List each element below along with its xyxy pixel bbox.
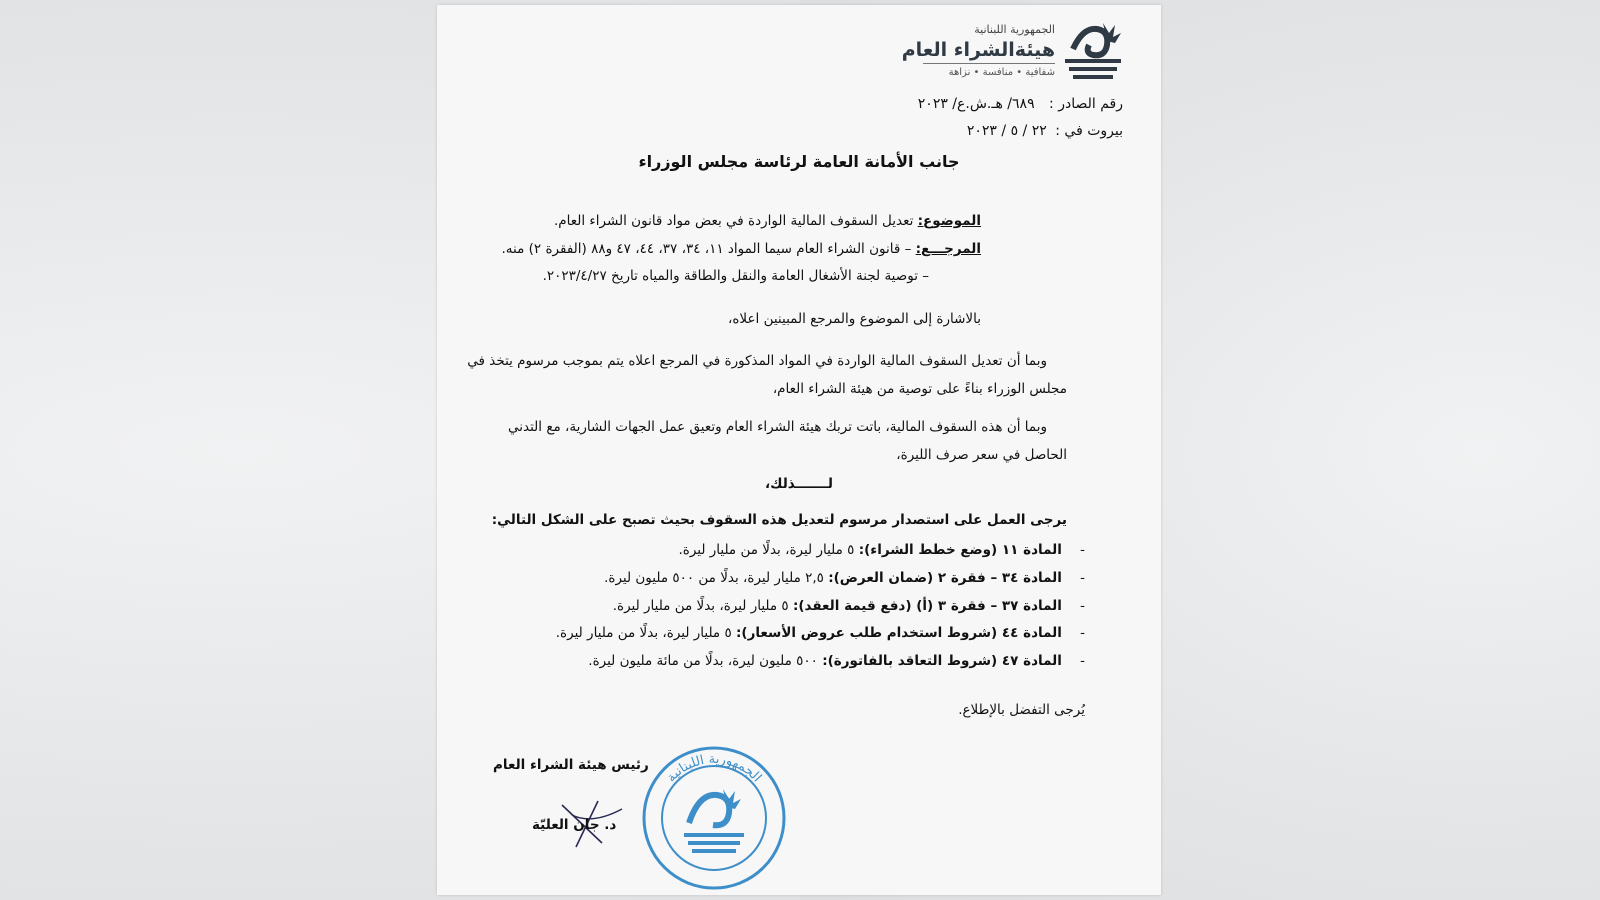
reference-item-2: – توصية لجنة الأشغال العامة والنقل والطاقة والمياه تاريخ ٢٠٢٣/٤/٢٧. bbox=[542, 268, 929, 284]
reference-number-value: ٦٨٩/ هـ.ش.ع/ ٢٠٢٣ bbox=[917, 96, 1035, 112]
signatory-name: د. جان العليّة bbox=[532, 817, 617, 833]
closing-line: يُرجى التفضل بالإطلاع. bbox=[958, 702, 1085, 718]
article-bullet: - bbox=[1080, 598, 1085, 614]
subject-text: تعديل السقوف المالية الواردة في بعض مواد قانون الشراء العام. bbox=[554, 213, 914, 229]
article-text: ٥ مليار ليرة، بدلًا من مليار ليرة. bbox=[612, 598, 789, 614]
request-paragraph: يرجى العمل على استصدار مرسوم لتعديل هذه السقوف بحيث تصبح على الشكل التالي: bbox=[491, 512, 1067, 528]
signatory-role: رئيس هيئة الشراء العام bbox=[493, 757, 649, 773]
letterhead-authority-name: هيئةالشراء العام bbox=[901, 39, 1055, 61]
article-item bbox=[613, 598, 1085, 614]
article-item bbox=[556, 625, 1085, 641]
letterhead-divider bbox=[923, 63, 1055, 64]
letterhead-country: الجمهورية اللبنانية bbox=[974, 23, 1055, 36]
article-bullet: - bbox=[1080, 542, 1085, 558]
letterhead-tagline: شفافية • منافسة • نزاهة bbox=[948, 67, 1055, 78]
article-item bbox=[678, 542, 1085, 558]
article-item bbox=[588, 653, 1085, 669]
paragraph-1-line-1: وبما أن تعديل السقوف المالية الواردة في المواد المذكورة في المرجع اعلاه يتم بموجب مرسوم يتخذ في bbox=[467, 353, 1047, 369]
reference-label: المرجـــع: bbox=[915, 241, 981, 257]
article-item bbox=[604, 570, 1085, 586]
article-text: ٥ مليار ليرة، بدلًا من مليار ليرة. bbox=[678, 542, 855, 558]
article-title: المادة ٣٧ – فقرة ٣ (أ) (دفع قيمة العقد): bbox=[792, 598, 1062, 614]
article-title: المادة ٤٧ (شروط التعاقد بالفاتورة): bbox=[822, 653, 1062, 669]
article-text: ٢,٥ مليار ليرة، بدلًا من ٥٠٠ مليون ليرة. bbox=[604, 570, 824, 586]
intro-paragraph: بالاشارة إلى الموضوع والمرجع المبينين اعلاه، bbox=[728, 311, 981, 327]
article-title: المادة ٣٤ – فقرة ٢ (ضمان العرض): bbox=[828, 570, 1062, 586]
paragraph-2-line-2: الحاصل في سعر صرف الليرة، bbox=[896, 447, 1067, 463]
article-title: المادة ٤٤ (شروط استخدام طلب عروض الأسعار): bbox=[736, 625, 1062, 641]
article-bullet: - bbox=[1080, 570, 1085, 586]
article-text: ٥٠٠ مليون ليرة، بدلًا من مائة مليون ليرة. bbox=[588, 653, 818, 669]
reference-item-1: – قانون الشراء العام سيما المواد ١١، ٣٤، ٣٧، ٤٤، ٤٧ و٨٨ (الفقرة ٢) منه. bbox=[501, 241, 912, 257]
subject-line bbox=[554, 213, 981, 229]
reference-line-1 bbox=[502, 241, 981, 257]
letterhead bbox=[901, 19, 1123, 89]
authority-logo-icon bbox=[1063, 19, 1123, 83]
subject-label: الموضوع: bbox=[917, 213, 981, 229]
therefore-line: لـــــــذلك، bbox=[765, 476, 833, 492]
date-line bbox=[967, 123, 1123, 139]
article-bullet: - bbox=[1080, 625, 1085, 641]
svg-text:الجمهورية اللبنانية: الجمهورية اللبنانية bbox=[663, 751, 765, 786]
date-label: بيروت في : bbox=[1055, 123, 1123, 139]
article-title: المادة ١١ (وضع خطط الشراء): bbox=[858, 542, 1062, 558]
date-value: ٢٢ / ٥ / ٢٠٢٣ bbox=[966, 123, 1047, 139]
letter-page bbox=[437, 5, 1161, 895]
official-stamp-icon bbox=[639, 743, 789, 893]
reference-number-line bbox=[918, 96, 1123, 112]
paragraph-1-line-2: مجلس الوزراء بناءً على توصية من هيئة الشراء العام، bbox=[772, 381, 1067, 397]
recipient-heading: جانب الأمانة العامة لرئاسة مجلس الوزراء bbox=[638, 152, 960, 171]
article-text: ٥ مليار ليرة، بدلًا من مليار ليرة. bbox=[555, 625, 732, 641]
paragraph-2-line-1: وبما أن هذه السقوف المالية، باتت تربك هيئة الشراء العام وتعيق عمل الجهات الشارية، مع التدني bbox=[508, 419, 1047, 435]
article-bullet: - bbox=[1080, 653, 1085, 669]
reference-number-label: رقم الصادر : bbox=[1049, 96, 1123, 112]
